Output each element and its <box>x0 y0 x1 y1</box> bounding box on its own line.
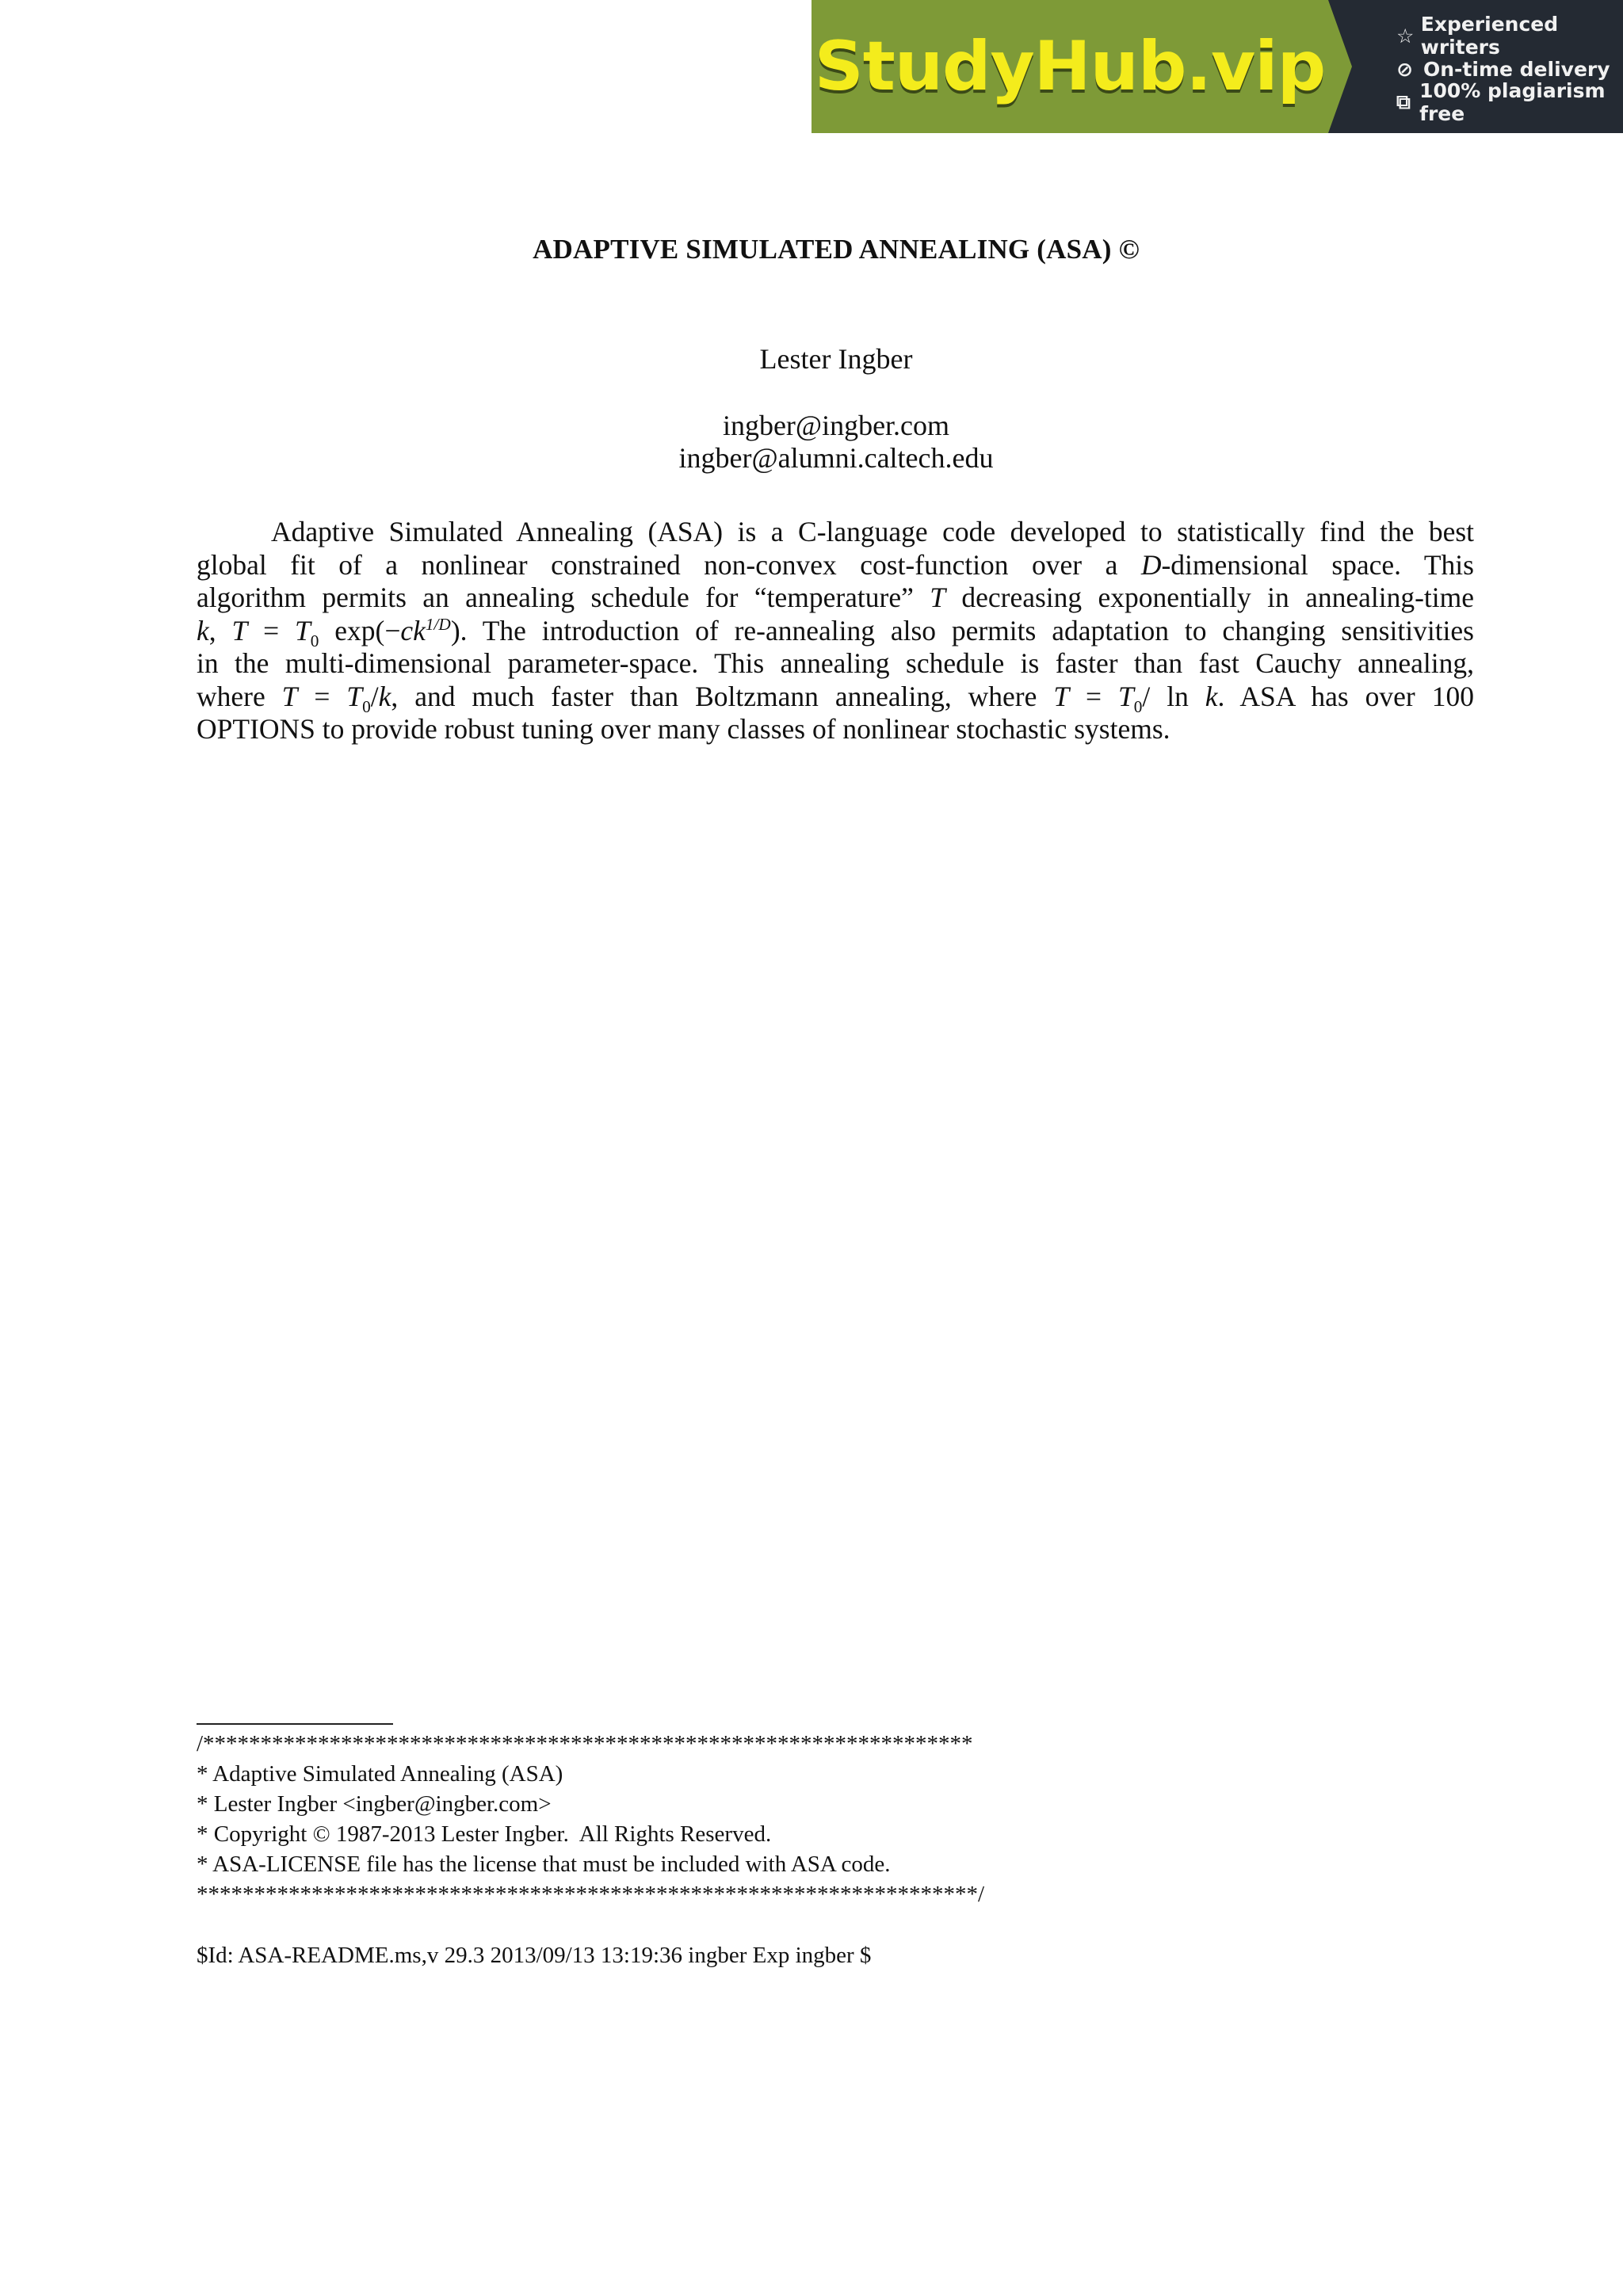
author-name: Lester Ingber <box>759 343 913 375</box>
author-email-secondary[interactable]: ingber@alumni.caltech.edu <box>678 442 994 474</box>
feature-plagiarism-free <box>1396 79 1623 125</box>
abstract-line-5: in the multi-dimensional parameter-space. This annealing schedule is faster than fast Cauchy annealing, <box>197 647 1474 679</box>
feature-experienced-writers <box>1396 13 1623 59</box>
footnote-line: * Lester Ingber <ingber@ingber.com> <box>197 1791 552 1817</box>
brand-logo[interactable]: StudyHub.vip <box>814 27 1326 106</box>
footnote-line: * Adaptive Simulated Annealing (ASA) <box>197 1761 563 1787</box>
license-footnote <box>197 1729 984 1909</box>
abstract <box>197 516 1474 746</box>
footnote-line: * ASA-LICENSE file has the license that must be included with ASA code. <box>197 1852 891 1877</box>
abstract-line-6: where $T = T_0/k$, and much faster than Boltzmann annealing, where $T = T_0/$ ln k. ASA has over 100 <box>197 680 1474 716</box>
author-email-primary[interactable]: ingber@ingber.com <box>722 410 950 441</box>
abstract-line-3: algorithm permits an annealing schedule for “temperature” T decreasing exponentially in annealing-time <box>197 582 1474 613</box>
feature-label: 100% plagiarism free <box>1419 79 1606 125</box>
feature-list <box>1328 0 1623 133</box>
footnote-rule <box>197 1723 393 1725</box>
footnote-line: ********************************************************************/ <box>197 1882 985 1907</box>
rcs-id-line: $Id: ASA-README.ms,v 29.3 2013/09/13 13:19:36 ingber Exp ingber $ <box>197 1943 872 1968</box>
brand-area[interactable] <box>812 0 1328 133</box>
studyhub-banner[interactable] <box>812 0 1623 133</box>
clock-icon: ⊘ <box>1396 57 1413 81</box>
feature-label: Experienced writers <box>1420 13 1559 59</box>
paper-title: ADAPTIVE SIMULATED ANNEALING (ASA) © <box>533 234 1140 265</box>
abstract-line-1: Adaptive Simulated Annealing (ASA) is a C-language code developed to statistically find the best <box>271 516 1474 547</box>
footnote-line: * Copyright © 1987-2013 Lester Ingber. All Rights Reserved. <box>197 1821 772 1847</box>
abstract-line-4: k, $T = T_0$ $\exp(-ck^{1/D})$. The introduction of re-annealing also permits adaptation to changing sensitivities <box>197 614 1474 650</box>
abstract-line-7: OPTIONS to provide robust tuning over many classes of nonlinear stochastic systems. <box>197 713 1170 745</box>
star-icon: ☆ <box>1396 24 1415 48</box>
feature-label: On-time delivery <box>1423 57 1610 81</box>
footnote-line: /******************************************************************* <box>197 1731 973 1756</box>
abstract-line-2: global fit of a nonlinear constrained non-convex cost-function over a D-dimensional space. This <box>197 548 1474 581</box>
copy-icon: ⧉ <box>1396 90 1411 113</box>
